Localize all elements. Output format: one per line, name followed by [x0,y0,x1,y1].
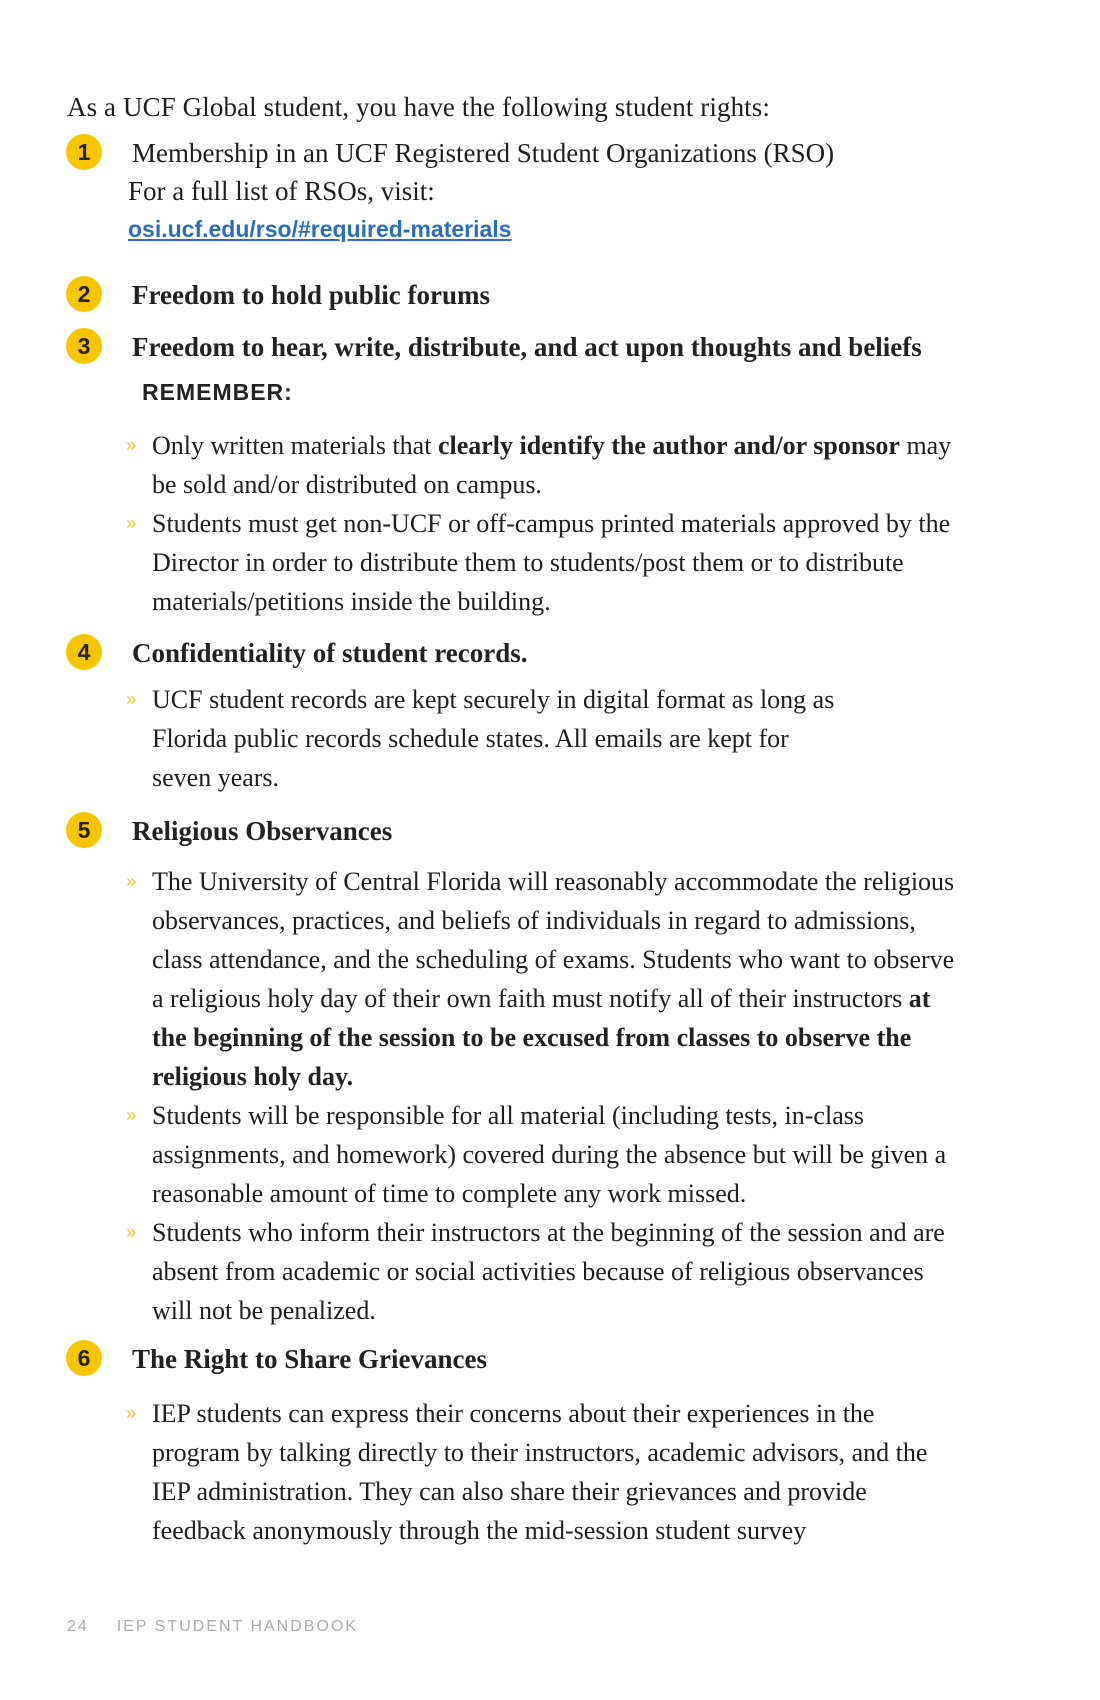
number-badge-2: 2 [66,276,102,312]
item-4-title: Confidentiality of student records. [132,638,528,668]
bullet-marker-icon: » [126,871,137,891]
rso-link[interactable]: osi.ucf.edu/rso/#required-materials [128,216,512,242]
bullet-marker-icon: » [126,435,137,455]
number-badge-4: 4 [66,634,102,670]
list-item: » UCF student records are kept securely in digital format as long as Florida public records schedule states. All emails are kept for seven years. [152,680,852,797]
bullet-marker-icon: » [126,689,137,709]
item-1-subtext: For a full list of RSOs, visit: [128,176,435,206]
item-5-title: Religious Observances [132,816,393,846]
bullet-marker-icon: » [126,1105,137,1125]
number-badge-5: 5 [66,812,102,848]
number-badge-6: 6 [66,1340,102,1376]
number-badge-1: 1 [66,134,102,170]
list-item: » Students will be responsible for all material (including tests, in-class assignments, and homework) covered during the absence but will be given a reasonable amount of time to complete any work missed. [152,1096,962,1213]
bullet-marker-icon: » [126,513,137,533]
list-item: » IEP students can express their concerns about their experiences in the program by talking directly to their instructors, academic advisors, and the IEP administration. They can also share their grievances and provide feedback anonymously through the mid-session student survey [152,1394,962,1550]
bullet-marker-icon: » [126,1403,137,1423]
remember-label: REMEMBER: [142,379,293,405]
item-1-title: Membership in an UCF Registered Student Organizations (RSO) [132,138,835,168]
intro-text: As a UCF Global student, you have the following student rights: [67,92,770,122]
page-footer [67,1618,386,1636]
footer-title: IEP STUDENT HANDBOOK [116,1618,359,1635]
list-item: » Students must get non-UCF or off-campus printed materials approved by the Director in order to distribute them to students/post them or to distribute materials/petitions inside the building. [152,504,962,621]
list-item: » The University of Central Florida will reasonably accommodate the religious observances, practices, and beliefs of individuals in regard to admissions, class attendance, and the scheduling of exams. Students who want to observe a religious holy day of their own faith must notify all of their instructors at the beginning of the session to be excused from classes to observe the religious holy day. [152,862,962,1096]
item-2-title: Freedom to hold public forums [132,280,491,310]
list-item: » Only written materials that clearly identify the author and/or sponsor may be sold and/or distributed on campus. [152,426,962,504]
item-3-title: Freedom to hear, write, distribute, and act upon thoughts and beliefs [132,332,922,362]
list-item: » Students who inform their instructors at the beginning of the session and are absent from academic or social activities because of religious observances will not be penalized. [152,1213,962,1330]
number-badge-3: 3 [66,328,102,364]
bullet-marker-icon: » [126,1222,137,1242]
page-number: 24 [67,1618,89,1635]
item-6-title: The Right to Share Grievances [132,1344,487,1374]
